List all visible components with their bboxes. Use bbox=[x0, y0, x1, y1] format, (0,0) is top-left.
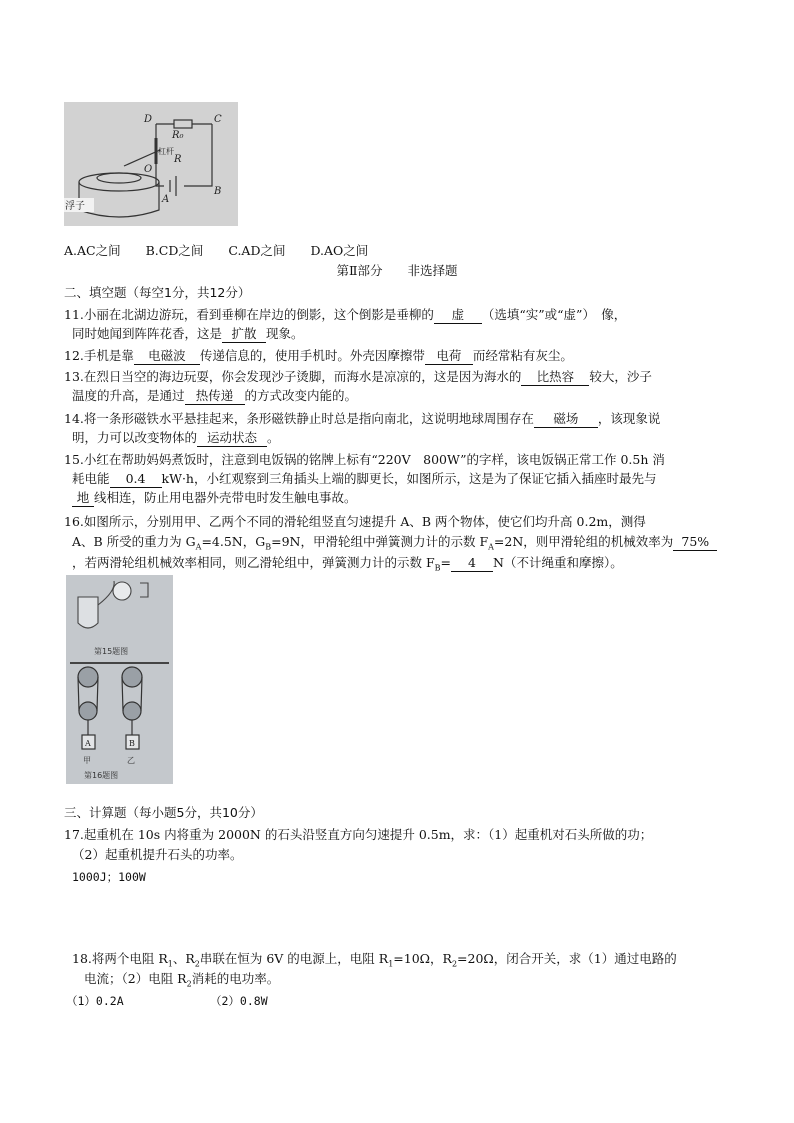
q13-answer2: 热传递 bbox=[185, 388, 245, 405]
label-yi: 乙 bbox=[127, 756, 135, 765]
label-jia: 甲 bbox=[83, 756, 91, 765]
label-o: O bbox=[144, 164, 153, 175]
q11-line2: 同时她闻到阵阵花香，这是 扩散 现象。 bbox=[72, 326, 304, 341]
q13-line1: 13.在烈日当空的海边玩耍，你会发现沙子烫脚，而海水是凉凉的，这是因为海水的 比热容 较大，沙子 bbox=[64, 369, 652, 384]
q17-answer: 1000J；100W bbox=[72, 870, 146, 884]
q16-line2: A、B 所受的重力为 $G_A=4.5N$，$G_B=9N$，甲滑轮组中弹簧测力计的示数 $F_A=2N$，则甲滑轮组的机械效率为 75% bbox=[72, 533, 717, 557]
q12-line: 12.手机是靠 电磁波 传递信息的，使用手机时。外壳因摩擦带 电荷 而经常粘有灰尘。 bbox=[64, 348, 573, 363]
caption-fig16: 第16题图 bbox=[84, 771, 119, 780]
label-lever: 杠杆 bbox=[158, 147, 174, 156]
section3-title: 三、计算题（每小题5分，共10分） bbox=[64, 805, 263, 820]
label-r0: R₀ bbox=[172, 130, 184, 141]
section2-title: 二、填空题（每空1分，共12分） bbox=[64, 285, 251, 300]
caption-fig15: 第15题图 bbox=[94, 647, 129, 656]
q13-answer1: 比热容 bbox=[521, 369, 589, 386]
block-b-label: B bbox=[129, 739, 135, 748]
circuit-figure bbox=[64, 102, 238, 226]
q15-answer1: 0.4 bbox=[110, 471, 162, 488]
q15-answer2: 地 bbox=[72, 490, 94, 507]
q17-line2: （2）起重机提升石头的功率。 bbox=[72, 847, 243, 862]
q12-answer1: 电磁波 bbox=[134, 348, 200, 365]
q16-line1: 16.如图所示，分别用甲、乙两个不同的滑轮组竖直匀速提升 A、B 两个物体，使它们均升高 0.2m，测得 bbox=[64, 514, 646, 529]
q13-line2: 温度的升高，是通过 热传递 的方式改变内能的。 bbox=[72, 388, 358, 403]
q11-answer2: 扩散 bbox=[222, 326, 266, 343]
q14-line2: 明，力可以改变物体的 运动状态 。 bbox=[72, 430, 280, 445]
q18-answer1: （1）0.2A bbox=[66, 994, 124, 1008]
q17-line1: 17.起重机在 10s 内将重为 2000N 的石头沿竖直方向匀速提升 0.5m，求：（1）起重机对石头所做的功； bbox=[64, 827, 653, 842]
q14-line1: 14.将一条形磁铁水平悬挂起来，条形磁铁静止时总是指向南北，这说明地球周围存在 磁场 ，该现象说 bbox=[64, 411, 661, 426]
label-b: B bbox=[214, 186, 222, 197]
label-a: A bbox=[162, 194, 170, 205]
q16-answer2: 4 bbox=[451, 555, 493, 572]
q12-answer2: 电荷 bbox=[425, 348, 473, 365]
label-d: D bbox=[144, 114, 153, 125]
label-c: C bbox=[214, 114, 222, 125]
label-r: R bbox=[174, 154, 182, 165]
q11-answer1: 虚 bbox=[434, 307, 482, 324]
q15-line2: 耗电能 0.4 kW·h，小红观察到三角插头上端的脚更长，如图所示，这是为了保证它插入插座时最先与 bbox=[72, 471, 657, 486]
q14-answer2: 运动状态 bbox=[197, 430, 267, 447]
q11-line1: 11.小丽在北湖边游玩，看到垂柳在岸边的倒影，这个倒影是垂柳的 虚 （选填“实”或“虚”） 像， bbox=[64, 307, 627, 322]
block-a-label: A bbox=[85, 739, 91, 748]
q16-line3: ，若两滑轮组机械效率相同，则乙滑轮组中，弹簧测力计的示数 $F_B= 4$ N（不计绳重和摩擦）。 bbox=[72, 555, 623, 573]
label-float: 浮子 bbox=[65, 201, 85, 212]
q10-options: A.AC之间 B.CD之间 C.AD之间 D.AO之间 bbox=[64, 243, 369, 258]
q16-answer1: 75% bbox=[673, 534, 717, 551]
part2-title: 第Ⅱ部分 非选择题 bbox=[336, 263, 458, 278]
q18-line1: 18.将两个电阻 $R_1$、$R_2$串联在恒为 6V 的电源上，电阻 $R_1=10\Omega$，$R_2=20\Omega$，闭合开关，求（1）通过电路的 bbox=[72, 951, 677, 969]
q18-answer2: （2）0.8W bbox=[210, 994, 268, 1008]
q15-line1: 15.小红在帮助妈妈煮饭时，注意到电饭锅的铭牌上标有“220V 800W”的字样，该电饭锅正常工作 0.5h 消 bbox=[64, 452, 665, 467]
q14-answer1: 磁场 bbox=[534, 411, 598, 428]
q18-line2: 电流；（2）电阻 $R_2$消耗的电功率。 bbox=[84, 971, 280, 989]
pulley-figure bbox=[66, 575, 173, 784]
q15-line3: 地 线相连，防止用电器外壳带电时发生触电事故。 bbox=[72, 489, 357, 507]
